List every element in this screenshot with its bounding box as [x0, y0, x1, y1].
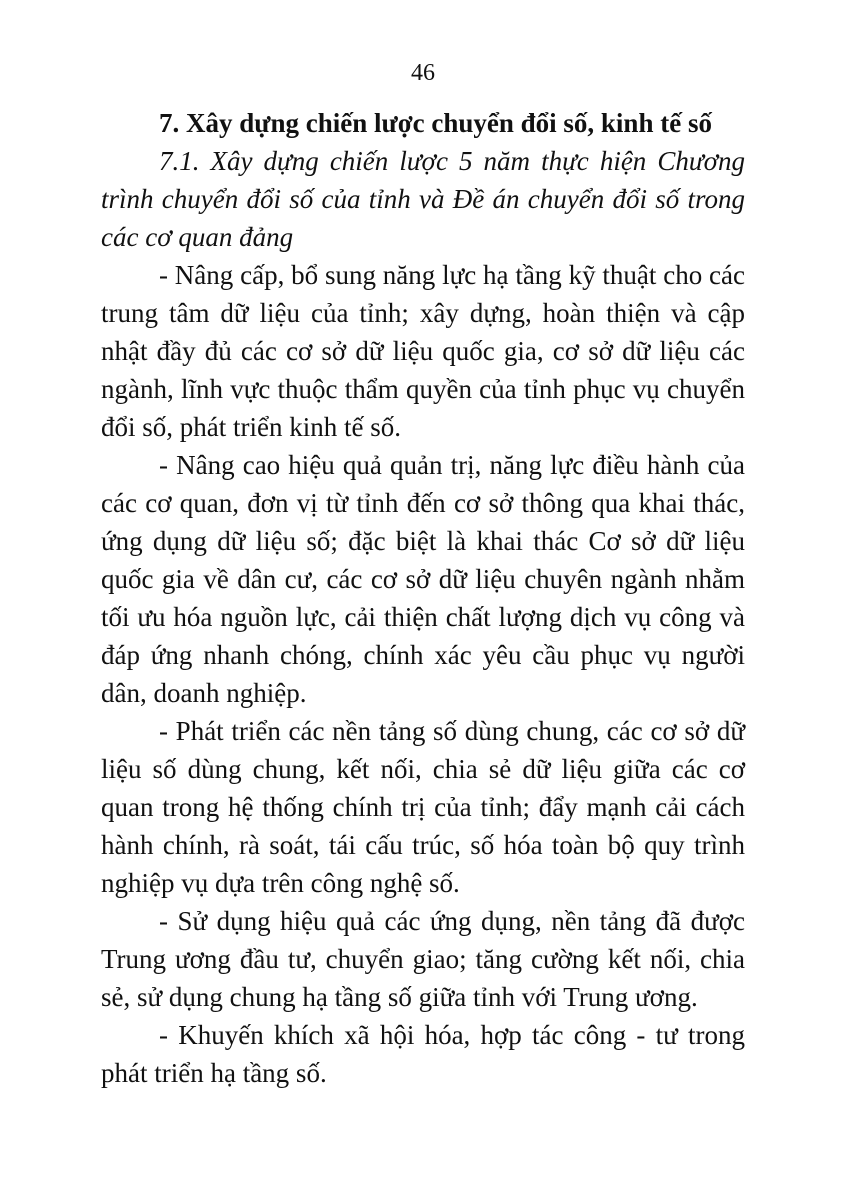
paragraph-3: - Phát triển các nền tảng số dùng chung, các cơ sở dữ liệu số dùng chung, kết nối, chia sẻ dữ liệu giữa các cơ quan trong hệ thống chính trị của tỉnh; đẩy mạnh cải cách hành chính, rà soát, tái cấu trúc, số hóa toàn bộ quy trình nghiệp vụ dựa trên công nghệ số.	[101, 716, 745, 898]
paragraph-1: - Nâng cấp, bổ sung năng lực hạ tầng kỹ thuật cho các trung tâm dữ liệu của tỉnh; xây dựng, hoàn thiện và cập nhật đầy đủ các cơ sở dữ liệu quốc gia, cơ sở dữ liệu các ngành, lĩnh vực thuộc thẩm quyền của tỉnh phục vụ chuyển đổi số, phát triển kinh tế số.	[101, 260, 745, 442]
paragraph-2: - Nâng cao hiệu quả quản trị, năng lực điều hành của các cơ quan, đơn vị từ tỉnh đến cơ sở thông qua khai thác, ứng dụng dữ liệu số; đặc biệt là khai thác Cơ sở dữ liệu quốc gia về dân cư, các cơ sở dữ liệu chuyên ngành nhằm tối ưu hóa nguồn lực, cải thiện chất lượng dịch vụ công và đáp ứng nhanh chóng, chính xác yêu cầu phục vụ người dân, doanh nghiệp.	[101, 450, 745, 708]
paragraph-4: - Sử dụng hiệu quả các ứng dụng, nền tảng đã được Trung ương đầu tư, chuyển giao; tăng cường kết nối, chia sẻ, sử dụng chung hạ tầng số giữa tỉnh với Trung ương.	[101, 906, 745, 1012]
subsection-heading: 7.1. Xây dựng chiến lược 5 năm thực hiện Chương trình chuyển đổi số của tỉnh và Đề án chuyển đổi số trong các cơ quan đảng	[101, 146, 745, 252]
paragraph-5: - Khuyến khích xã hội hóa, hợp tác công - tư trong phát triển hạ tầng số.	[101, 1020, 745, 1088]
section-heading: 7. Xây dựng chiến lược chuyển đổi số, kinh tế số	[159, 108, 712, 138]
page-content	[101, 104, 745, 1092]
page-number: 46	[411, 60, 435, 86]
